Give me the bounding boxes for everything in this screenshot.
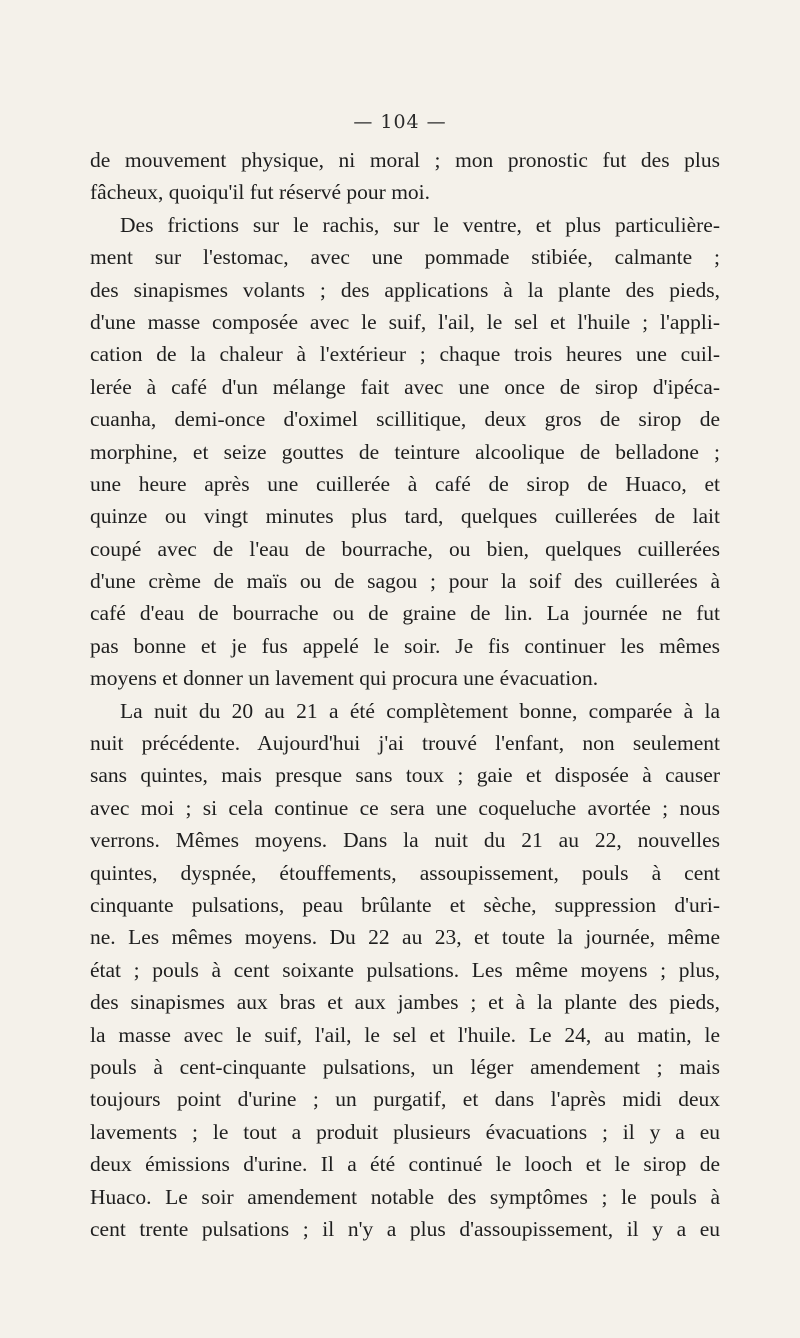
- text-line: verrons. Mêmes moyens. Dans la nuit du 21 au 22, nouvelles: [90, 828, 720, 853]
- text-line: sans quintes, mais presque sans toux ; gaie et disposée à causer: [90, 763, 720, 788]
- text-line: lerée à café d'un mélange fait avec une once de sirop d'ipéca-: [90, 374, 720, 399]
- text-line: fâcheux, quoiqu'il fut réservé pour moi.: [90, 180, 431, 205]
- text-line: quinze ou vingt minutes plus tard, quelques cuillerées de lait: [90, 504, 720, 529]
- text-line: état ; pouls à cent soixante pulsations. Les même moyens ; plus,: [90, 957, 720, 982]
- text-line: Huaco. Le soir amendement notable des symptômes ; le pouls à: [90, 1184, 720, 1209]
- text-line: cuanha, demi-once d'oximel scillitique, deux gros de sirop de: [90, 407, 720, 432]
- text-line: une heure après une cuillerée à café de sirop de Huaco, et: [90, 471, 720, 496]
- text-line: Des frictions sur le rachis, sur le ventre, et plus particulière-: [120, 212, 720, 237]
- text-line: moyens et donner un lavement qui procura une évacuation.: [90, 666, 599, 691]
- text-line: pouls à cent-cinquante pulsations, un léger amendement ; mais: [90, 1054, 720, 1079]
- text-line: quintes, dyspnée, étouffements, assoupissement, pouls à cent: [90, 860, 720, 885]
- page-number-header: — 104 —: [353, 111, 447, 133]
- body-text: [90, 144, 720, 1245]
- text-line: toujours point d'urine ; un purgatif, et dans l'après midi deux: [90, 1087, 720, 1112]
- text-line: ment sur l'estomac, avec une pommade stibiée, calmante ;: [90, 245, 720, 270]
- text-line: ne. Les mêmes moyens. Du 22 au 23, et toute la journée, même: [90, 925, 720, 950]
- text-line: cent trente pulsations ; il n'y a plus d'assoupissement, il y a eu: [90, 1216, 720, 1241]
- text-line: La nuit du 20 au 21 a été complètement bonne, comparée à la: [120, 698, 720, 723]
- text-line: la masse avec le suif, l'ail, le sel et l'huile. Le 24, au matin, le: [90, 1022, 720, 1047]
- text-line: pas bonne et je fus appelé le soir. Je fis continuer les mêmes: [90, 633, 720, 658]
- text-line: café d'eau de bourrache ou de graine de lin. La journée ne fut: [90, 601, 720, 626]
- text-line: des sinapismes aux bras et aux jambes ; et à la plante des pieds,: [90, 990, 720, 1015]
- text-line: d'une masse composée avec le suif, l'ail, le sel et l'huile ; l'appli-: [90, 309, 720, 334]
- text-line: coupé avec de l'eau de bourrache, ou bien, quelques cuillerées: [90, 536, 720, 561]
- text-line: de mouvement physique, ni moral ; mon pronostic fut des plus: [90, 148, 720, 172]
- text-line: cinquante pulsations, peau brûlante et sèche, suppression d'uri-: [90, 892, 720, 917]
- text-line: cation de la chaleur à l'extérieur ; chaque trois heures une cuil-: [90, 342, 720, 367]
- text-line: lavements ; le tout a produit plusieurs évacuations ; il y a eu: [90, 1119, 720, 1144]
- text-line: d'une crème de maïs ou de sagou ; pour la soif des cuillerées à: [90, 569, 720, 594]
- text-line: des sinapismes volants ; des applications à la plante des pieds,: [90, 277, 720, 302]
- text-line: deux émissions d'urine. Il a été continué le looch et le sirop de: [90, 1152, 720, 1177]
- text-line: nuit précédente. Aujourd'hui j'ai trouvé l'enfant, non seulement: [90, 731, 720, 756]
- text-line: morphine, et seize gouttes de teinture alcoolique de belladone ;: [90, 439, 720, 464]
- text-line: avec moi ; si cela continue ce sera une coqueluche avortée ; nous: [90, 795, 720, 820]
